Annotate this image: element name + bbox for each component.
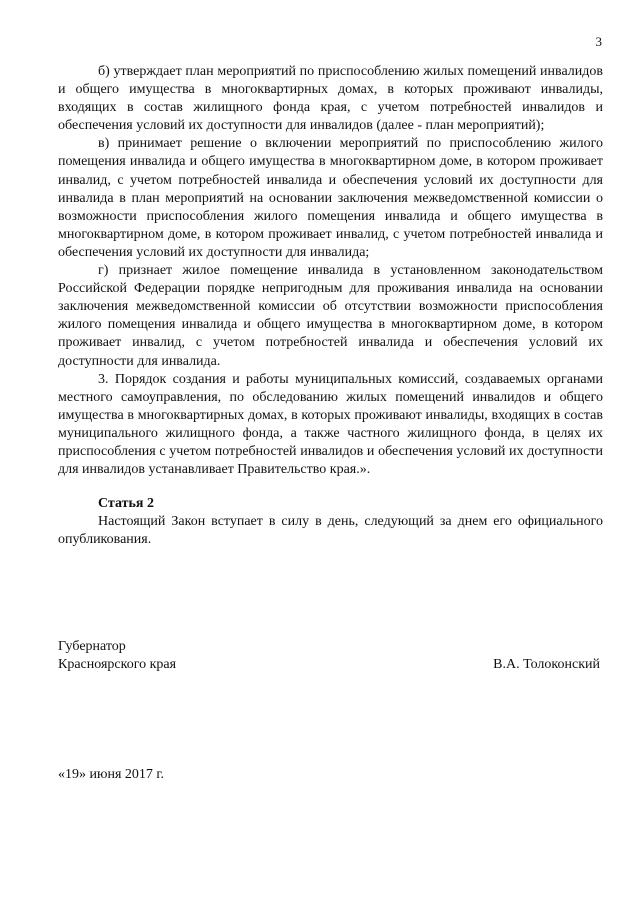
signer-position-line1: Губернатор [58,639,126,654]
signature-block [58,638,603,674]
paragraph-v: в) принимает решение о включении мероприятий по приспособлению жилого помещения инвалида и общего имущества в многоквартирном доме, в котором проживает инвалид, с учетом потребностей инвалида и обеспечения условий их доступности для инвалида в план мероприятий на основании заключения межведомственной комиссии о возможности приспособления жилого помещения инвалида и общего имущества в многоквартирном доме, в котором проживает инвалид, с учетом потребностей инвалида и обеспечения условий их доступности для инвалида; [58,136,603,260]
document-date: «19» июня 2017 г. [58,767,165,782]
article-2-text: Настоящий Закон вступает в силу в день, следующий за днем его официального опубликования. [58,514,603,548]
page-number: 3 [595,34,602,49]
paragraph-g: г) признает жилое помещение инвалида в установленном законодательством Российской Федерации порядке непригодным для проживания инвалида на основании заключения межведомственной комиссии об отсутствии возможности приспособления жилого помещения инвалида и общего имущества в многоквартирном доме, в котором проживает инвалид, с учетом потребностей инвалида и обеспечения условий их доступности для инвалида. [58,263,603,369]
paragraph-3: 3. Порядок создания и работы муниципальных комиссий, создаваемых органами местного самоуправления, по обследованию жилых помещений инвалидов и общего имущества в многоквартирных домах, в которых проживают инвалиды, входящих в состав муниципального жилищного фонда, а также частного жилищного фонда, в целях их приспособления с учетом потребностей инвалидов и обеспечения условий их доступности для инвалидов устанавливает Правительство края.». [58,371,603,478]
signer-name: В.А. Толоконский [493,657,600,672]
document-body [58,63,603,549]
paragraph-b: б) утверждает план мероприятий по приспособлению жилых помещений инвалидов и общего имущества в многоквартирных домах, в которых проживают инвалиды, входящих в состав жилищного фонда края, с учетом потребностей инвалидов и обеспечения условий их доступности для инвалидов (далее - план мероприятий); [58,64,603,134]
article-2-title: Статья 2 [98,496,154,512]
signer-position-line2: Красноярского края [58,657,177,672]
